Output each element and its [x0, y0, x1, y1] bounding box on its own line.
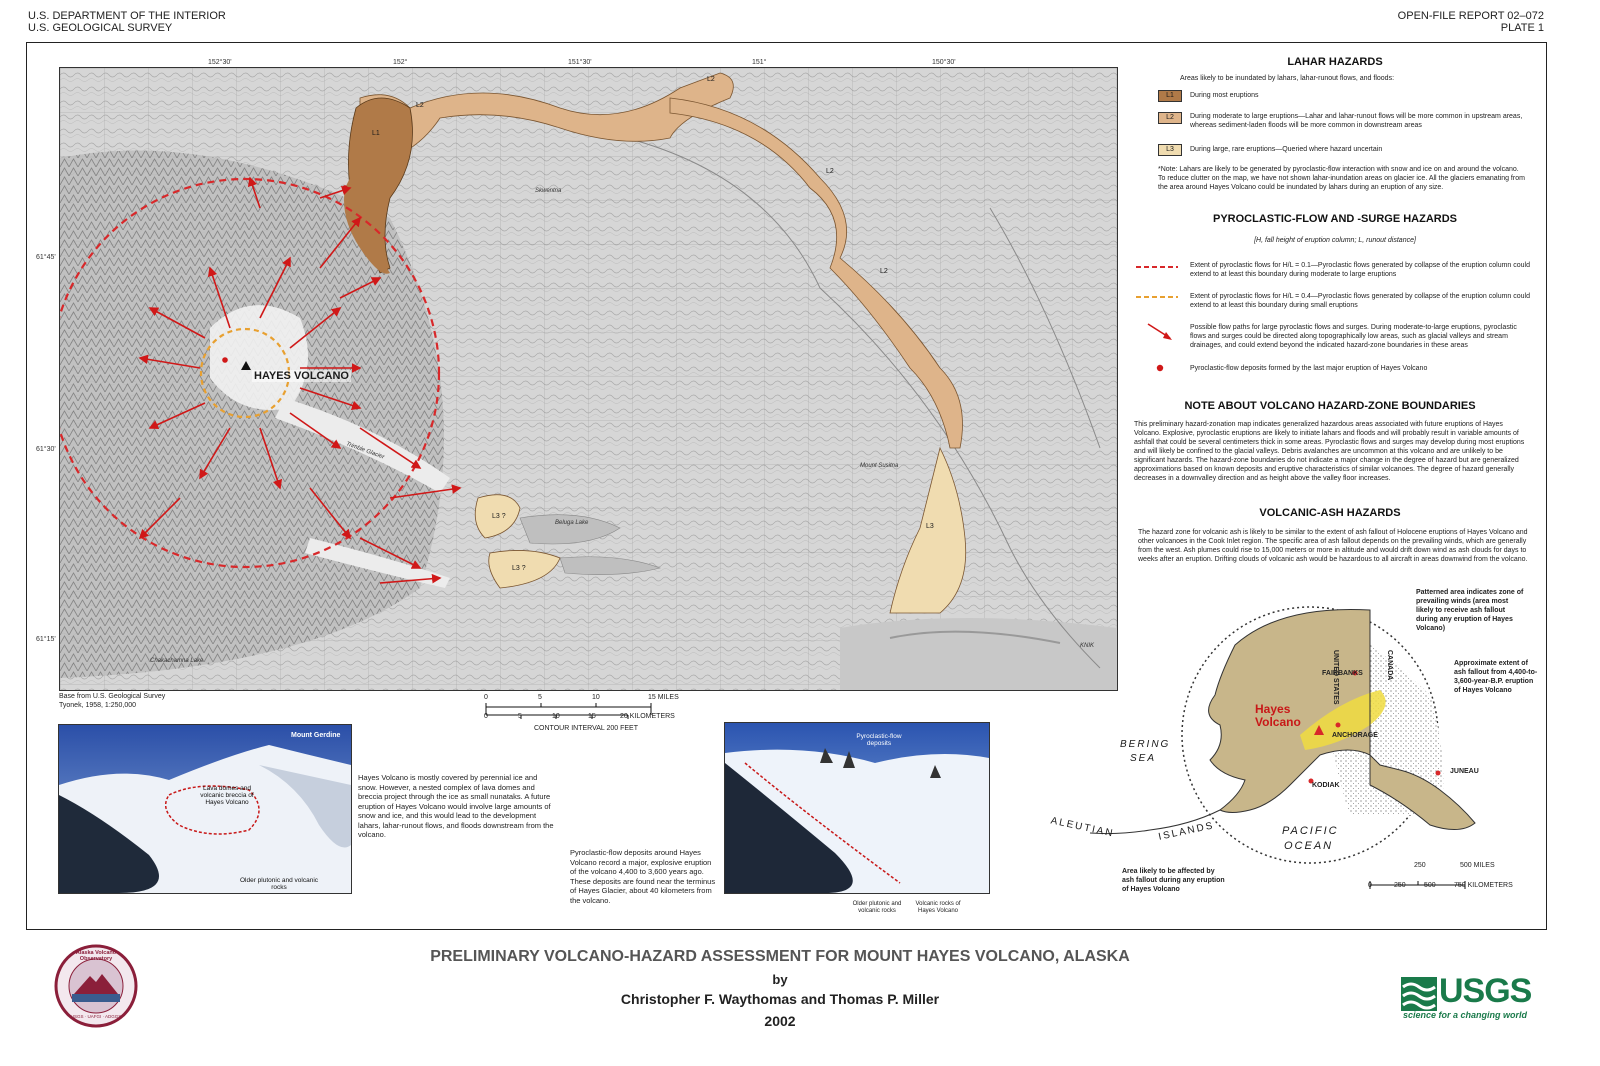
inset-place: KODIAK	[1312, 782, 1340, 789]
zone-label-l3q: L3 ?	[492, 513, 506, 520]
inset-area-note: Area likely to be affected by ash fallout during any eruption of Hayes Volcano	[1122, 868, 1225, 893]
photo1-label-bot: Older plutonic and volcanic rocks	[239, 877, 319, 891]
lahar-text-l2: During moderate to large eruptions—Lahar and lahar-runout flows will be more common in upstream areas, whereas sediment-laden floods will be more common in downstream areas	[1190, 113, 1523, 129]
photo1-label-mid: Lava domes and volcanic breccia of Hayes Volcano	[200, 785, 254, 806]
hazard-map-drawing	[60, 68, 1117, 690]
photo1-label-top: Mount Gerdine	[291, 732, 341, 739]
zone-label-l2: L2	[826, 168, 834, 175]
lahar-swatch-l3: L3	[1158, 144, 1182, 156]
inset-place: JUNEAU	[1450, 768, 1479, 775]
avo-logo-sub: USGS · UAFGI · ADGGS	[70, 1014, 122, 1019]
hazard-map[interactable]	[59, 67, 1118, 691]
inset-patterned-note: Patterned area indicates zone of prevailing winds (area most likely to receive ash fallout during any eruption of Hayes Volcano)	[1416, 589, 1524, 632]
sea-label: PACIFIC	[1282, 825, 1339, 837]
zone-label-l2: L2	[707, 76, 715, 83]
lon-tick: 152°	[393, 59, 408, 66]
inset-place: ANCHORAGE	[1332, 732, 1378, 739]
inset-border-label: CANADA	[1386, 650, 1393, 681]
inset-place: FAIRBANKS	[1322, 670, 1363, 677]
inset-hayes-label: Hayes Volcano	[1255, 702, 1301, 729]
avo-logo	[54, 944, 138, 1028]
avo-logo-text: Alaska Volcano Observatory	[75, 950, 117, 962]
pf-subtitle: [H, fall height of eruption column; L, runout distance]	[1254, 237, 1416, 244]
ash-text: The hazard zone for volcanic ash is likely to be similar to the extent of ash fallout of Holocene eruptions of Hayes Volcano and other volcanoes in the Cook Inlet region. The specific area of ash fallout depends on the prevailing winds, which are generally from the west. Ash plumes could rise to 15,000 meters or more in altitude and would drift down wind as ash clouds for days to weeks after an eruption. Drifting clouds of volcanic ash would be hazardous to all aircraft in areas downwind from the volcano.	[1138, 529, 1528, 563]
pf-title: PYROCLASTIC-FLOW AND -SURGE HAZARDS	[1212, 213, 1458, 225]
place-label: KNIK	[1080, 643, 1095, 649]
contour-interval: CONTOUR INTERVAL 200 FEET	[534, 725, 638, 732]
scale-bar: 0 5 10 15 MILES 0 5 10 15 20 KILOMETERS CONTOUR INTERVAL 200 FEET	[484, 694, 679, 732]
pf-text-2: Extent of pyroclastic flows for H/L = 0.4—Pyroclastic flows generated by collapse of the eruption column could extend to at least this boundary during small eruptions	[1190, 293, 1530, 309]
ash-title: VOLCANIC-ASH HAZARDS	[1259, 507, 1401, 519]
usgs-logo	[1401, 972, 1532, 1023]
lahar-text-l3: During large, rare eruptions—Queried where hazard uncertain	[1190, 146, 1383, 153]
plate-number: PLATE 1	[1500, 22, 1544, 34]
place-label: Beluga Lake	[555, 520, 589, 526]
agency-header	[28, 10, 226, 34]
agency-line-2: U.S. GEOLOGICAL SURVEY	[28, 22, 173, 34]
note-text: This preliminary hazard-zonation map indicates generalized hazardous areas associated with future eruptions of Hayes Volcano. Explosive, pyroclastic eruptions are likely to initiate lahars and floods and will probably result in variable amounts of ashfall that could be several centimeters thick in some areas. Pyroclastic flows and surges may develop during most eruptions and will likely be confined to the glacial valleys. Debris avalanches are uncommon at this volcano and are unlikely to be significant hazards. The hazard-zone boundaries do not indicate a major change in the degree of hazard but are generalized approximations based on known deposits and eruptive characteristics of similar volcanoes. The degree of hazard generally decreases in a downvalley direction and as height above the valley floor increases.	[1134, 421, 1525, 482]
inset-approx-note: Approximate extent of ash fallout from 4,400-to-3,600-year-B.P. eruption of Hayes Volcano	[1454, 660, 1538, 694]
plate-title: PRELIMINARY VOLCANO-HAZARD ASSESSMENT FOR MOUNT HAYES VOLCANO, ALASKA	[430, 948, 1130, 965]
zone-label-l2: L2	[416, 102, 424, 109]
base-note: Base from U.S. Geological Survey Tyonek, 1958, 1:250,000	[59, 693, 166, 709]
lahar-text-l1: During most eruptions	[1190, 92, 1259, 99]
sea-label: BERING	[1120, 739, 1171, 750]
place-label: Trimble Glacier	[345, 441, 386, 461]
pf-text-1: Extent of pyroclastic flows for H/L = 0.1—Pyroclastic flows generated by collapse of the eruption column could extend to at least this boundary during moderate to large eruptions	[1190, 262, 1530, 278]
lon-tick: 151°30'	[568, 59, 592, 66]
zone-label-l2: L2	[880, 268, 888, 275]
photo2-label-right: Volcanic rocks of Hayes Volcano	[915, 901, 961, 914]
photo2-label-top: Pyroclastic-flow deposits	[856, 733, 902, 747]
lat-tick: 61°30'	[36, 446, 56, 453]
place-label: Mount Susitna	[860, 463, 899, 469]
plate-authors: Christopher F. Waythomas and Thomas P. Miller	[620, 991, 940, 1007]
zone-label-l3q: L3 ?	[512, 565, 526, 572]
place-label: Skwentna	[535, 188, 562, 194]
sea-label: ALEUTIAN	[1049, 815, 1116, 840]
sea-label: ISLANDS	[1157, 820, 1216, 843]
usgs-tagline: science for a changing world	[1403, 1010, 1528, 1020]
lahar-intro: Areas likely to be inundated by lahars, lahar-runout flows, and floods:	[1180, 75, 1395, 82]
lahar-title: LAHAR HAZARDS	[1287, 56, 1383, 68]
sea-label: SEA	[1130, 753, 1157, 764]
report-header	[1398, 10, 1544, 34]
photo2-label-left: Older plutonic and volcanic rocks	[852, 901, 902, 914]
zone-label-l3: L3	[926, 523, 934, 530]
place-label: Chakachamna Lake	[150, 658, 204, 664]
lahar-swatch-l2: L2	[1158, 112, 1182, 124]
lon-tick: 152°30'	[208, 59, 232, 66]
lahar-swatch-l1: L1	[1158, 90, 1182, 102]
report-number: OPEN-FILE REPORT 02–072	[1397, 10, 1544, 22]
zone-label-l1: L1	[372, 130, 380, 137]
lat-tick: 61°45'	[36, 254, 56, 261]
photo-pyroclastic-deposits	[724, 722, 990, 894]
volcano-label: HAYES VOLCANO	[254, 370, 349, 382]
pf-text-3: Possible flow paths for large pyroclastic flows and surges. During moderate-to-large eruptions, pyroclastic flows and surges could be directed along topographically low areas, such as glacial valleys and stream drainages, and could extend beyond the indicated hazard-zone boundaries in these areas	[1190, 324, 1517, 349]
plate-year: 2002	[764, 1013, 796, 1029]
inset-border-label: UNITED STATES	[1332, 650, 1339, 705]
photo1-caption: Hayes Volcano is mostly covered by perennial ice and snow. However, a nested complex of lava domes and breccia project through the ice as small nunataks. A future eruption of Hayes Volcano would involve large amounts of snow and ice, and this would lead to the development lahars, lahar-runout flows, and floods downstream from the volcano.	[358, 773, 554, 839]
pf-text-4: Pyroclastic-flow deposits formed by the last major eruption of Hayes Volcano	[1190, 365, 1428, 372]
lon-tick: 151°	[752, 59, 767, 66]
sea-label: OCEAN	[1284, 840, 1334, 852]
usgs-wordmark: USGS	[1439, 972, 1532, 1010]
lat-tick: 61°15'	[36, 636, 56, 643]
agency-line-1: U.S. DEPARTMENT OF THE INTERIOR	[28, 10, 226, 22]
photo-mount-gerdine	[58, 724, 352, 894]
legend-symbols	[1134, 258, 1184, 378]
lon-tick: 150°30'	[932, 59, 956, 66]
note-title: NOTE ABOUT VOLCANO HAZARD-ZONE BOUNDARIES	[1184, 400, 1476, 412]
lahar-note: *Note: Lahars are likely to be generated by pyroclastic-flow interaction with snow and ice on and around the volcano. To reduce clutter on the map, we have not shown lahar-inundation areas on glacier ice. All the glaciers emanating from the area around Hayes Volcano could be inundated by lahars during an eruption of any size.	[1158, 166, 1525, 191]
photo2-caption: Pyroclastic-flow deposits around Hayes Volcano record a major, explosive eruption of the volcano 4,400 to 3,600 years ago. These deposits are found near the terminus of Hayes Glacier, about 40 kilometers from the volcano.	[570, 848, 716, 905]
plate-by: by	[772, 972, 788, 987]
